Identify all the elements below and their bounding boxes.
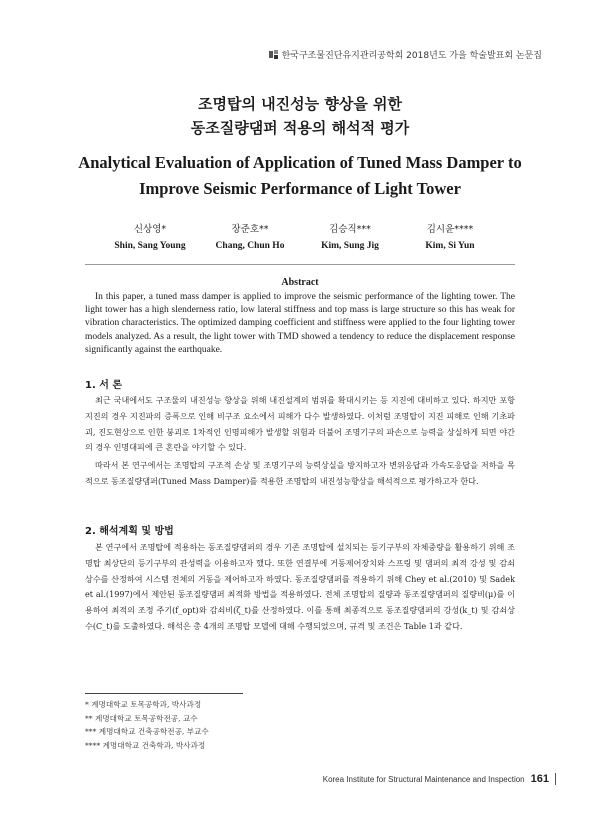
page-footer xyxy=(323,773,556,785)
author-name-english: Chang, Chun Ho xyxy=(215,241,285,251)
footer-bar xyxy=(555,773,556,785)
abstract-body: In this paper, a tuned mass damper is applied to improve the seismic performance of the lighting tower. The light tower has a high slenderness ratio, low lateral stiffness and top mass is large structure so this has weak for vibration characteristics. The optimized damping coefficient and stiffness were applied to the four lighting tower models analyzed. As a result, the light tower with TMD showed a tendency to reduce the displacement response significantly against the earthquake. xyxy=(85,292,515,355)
title-english-line1: Analytical Evaluation of Application of Tuned Mass Damper to xyxy=(78,153,522,172)
author-name-english: Kim, Si Yun xyxy=(425,241,475,251)
author-name-korean: 김시윤**** xyxy=(426,224,474,235)
journal-header xyxy=(269,48,542,61)
author-name-english: Kim, Sung Jig xyxy=(321,241,379,251)
footnotes xyxy=(85,698,385,752)
divider xyxy=(85,264,515,265)
abstract-heading: Abstract xyxy=(281,277,319,288)
author-name-korean: 신상영* xyxy=(133,224,167,235)
author-list xyxy=(100,222,500,254)
author xyxy=(400,222,500,254)
author-name-english: Shin, Sang Young xyxy=(114,241,186,251)
footnote: *** 계명대학교 건축공학전공, 부교수 xyxy=(85,727,209,737)
footnote: ** 계명대학교 토목공학전공, 교수 xyxy=(85,713,198,723)
section-1-title: 1. 서 론 xyxy=(85,380,123,391)
author xyxy=(300,222,400,254)
title-korean-line2: 동조질량댐퍼 적용의 해석적 평가 xyxy=(190,119,410,137)
section-2-paragraph-1: 본 연구에서 조명탑에 적용하는 동조질량댐퍼의 경우 기존 조명탑에 설치되는 등기구부의 자체중량을 활용하기 위해 조명탑 최상단의 등기구부의 관성력을 이용하고자 했다. 또한 연결부에 거동제어장치와 스프링 및 댐퍼의 최적 강성 및 감쇠상수를 산정하여 시스템 전체의 거동을 제어하고자 하였다. 동조질량댐퍼를 적용하기 위해 Chey et al.(2010) 및 Sadek et al.(1997)에서 제안된 동조질량댐퍼 최적화 방법을 적용하였다. 전체 조명탑의 질량과 동조질량댐퍼의 질량비(μ)를 이용하여 최적의 조정 주기(f_opt)와 감쇠비(ζ_t)를 산정하였다. 이를 통해 최종적으로 동조질량댐퍼의 강성(k_t) 및 감쇠상수(C_t)를 도출하였다. 해석은 총 4개의 조명탑 모델에 대해 수행되었으며, 규격 및 조건은 Table 1과 같다. xyxy=(85,542,515,631)
section-1-paragraph-1: 최근 국내에서도 구조물의 내진성능 향상을 위해 내진설계의 범위를 확대시키는 등 지진에 대비하고 있다. 하지만 포항 지진의 경우 지진파의 증폭으로 인해 비구조 요소에서 피해가 다수 발생하였다. 이처럼 조명탑이 지진 피해로 인해 기초파괴, 진도현상으로 인한 붕괴로 1차적인 인명피해가 발생할 위험과 더불어 조명기구의 파손으로 능력을 상실하게 되면 야간의 경우 인명대피에 큰 혼란을 야기할 수 있다. xyxy=(85,395,515,453)
author xyxy=(100,222,200,254)
footnote-divider xyxy=(85,693,243,694)
title-english xyxy=(0,150,600,202)
section-1-paragraph-2: 따라서 본 연구에서는 조명탑의 구조적 손상 및 조명기구의 능력상실을 방지하고자 변위응답과 가속도응답을 저하을 목적으로 동조질량댐퍼(Tuned Mass Damper)를 적용한 조명탑의 내진성능향상을 해석적으로 평가하고자 한다. xyxy=(85,460,515,486)
society-logo-icon xyxy=(269,50,278,59)
page-number: 161 xyxy=(530,773,549,785)
author-name-korean: 장준호** xyxy=(231,224,269,235)
section-2-title: 2. 해석계획 및 방법 xyxy=(85,526,174,537)
footnote: * 계명대학교 토목공학과, 박사과정 xyxy=(85,700,202,709)
title-korean-line1: 조명탑의 내진성능 향상을 위한 xyxy=(197,95,403,113)
journal-title: 한국구조물진단유지관리공학회 2018년도 가을 학술발표회 논문집 xyxy=(281,51,542,61)
footer-institute: Korea Institute for Structural Maintenance and Inspection xyxy=(322,774,525,784)
footnote: **** 계명대학교 건축학과, 박사과정 xyxy=(85,740,206,750)
author xyxy=(200,222,300,254)
title-korean xyxy=(0,92,600,140)
author-name-korean: 김승직*** xyxy=(329,224,371,235)
title-english-line2: Improve Seismic Performance of Light Tower xyxy=(139,179,461,198)
